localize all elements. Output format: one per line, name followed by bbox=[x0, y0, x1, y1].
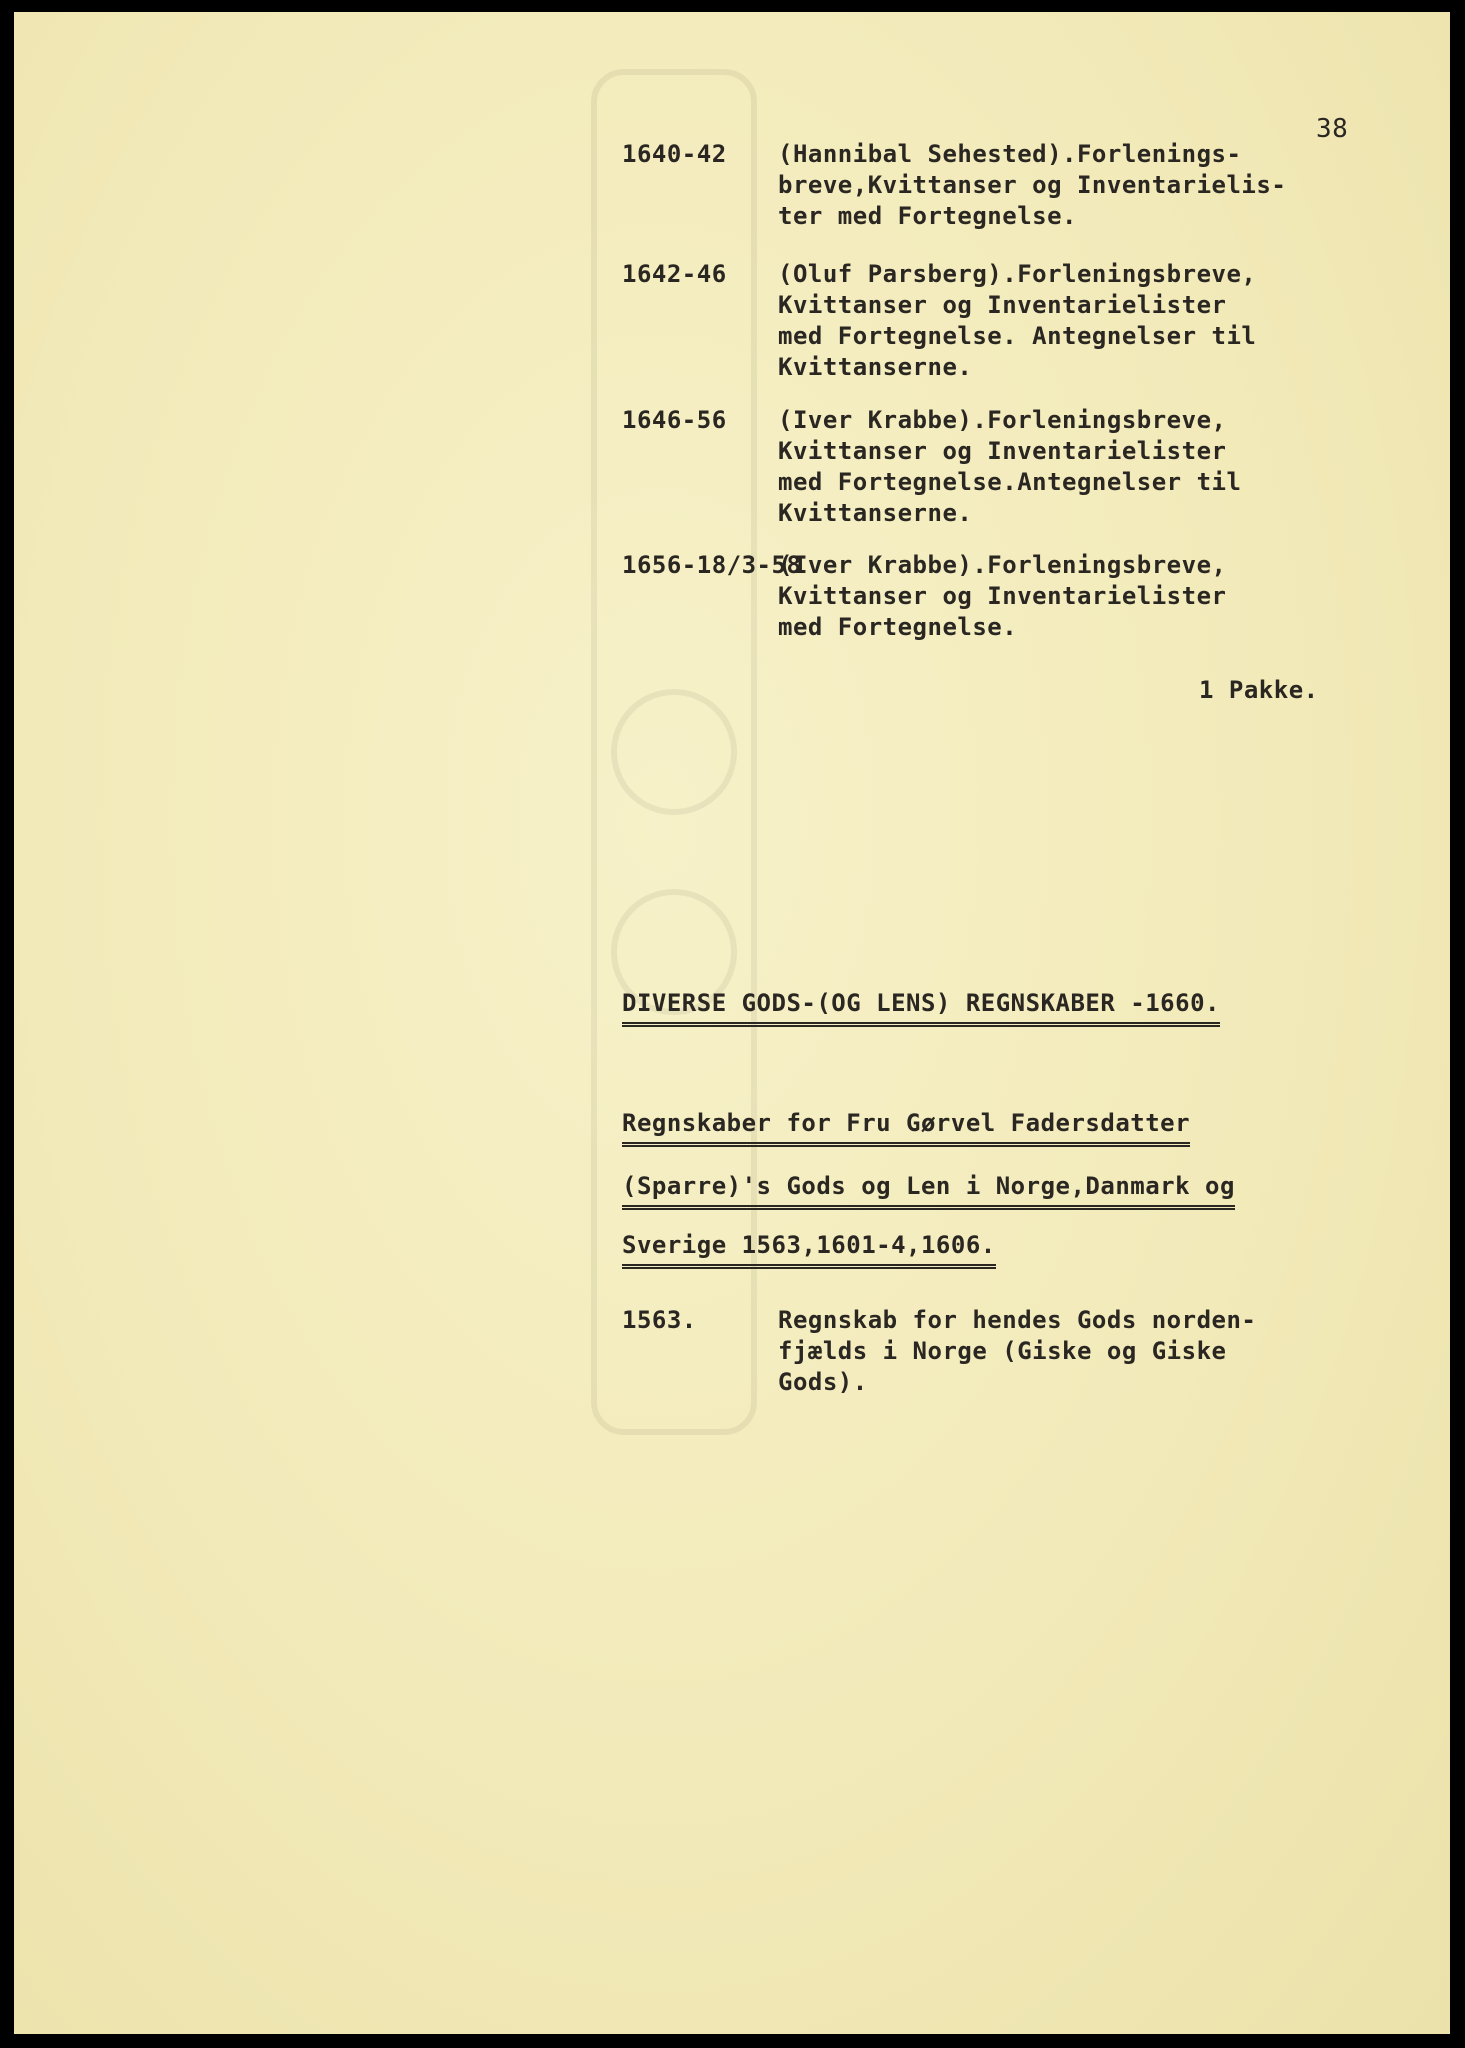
package-count: 1 Pakke. bbox=[1199, 676, 1319, 704]
entry-text: (Oluf Parsberg).Forleningsbreve, Kvittanser og Inventarielister med Fortegnelse. Antegnelser til Kvittanserne. bbox=[778, 260, 1257, 381]
entry-date: 1640-42 bbox=[622, 140, 727, 168]
section-heading: DIVERSE GODS-(OG LENS) REGNSKABER -1660. bbox=[622, 989, 1220, 1027]
entry-date: 1563. bbox=[622, 1306, 697, 1334]
entry-date: 1646-56 bbox=[622, 406, 727, 434]
subheading-line-3: Sverige 1563,1601-4,1606. bbox=[622, 1231, 996, 1269]
entry-text: Regnskab for hendes Gods norden- fjælds i Norge (Giske og Giske Gods). bbox=[778, 1306, 1257, 1396]
entry-text: (Iver Krabbe).Forleningsbreve, Kvittanser og Inventarielister med Fortegnelse. bbox=[778, 551, 1227, 641]
page-number: 38 bbox=[1316, 114, 1349, 144]
entry-date: 1642-46 bbox=[622, 260, 727, 288]
subheading-line-1: Regnskaber for Fru Gørvel Fadersdatter bbox=[622, 1109, 1190, 1147]
subheading-line-2: (Sparre)'s Gods og Len i Norge,Danmark og bbox=[622, 1172, 1235, 1210]
document-page bbox=[14, 12, 1450, 2034]
entry-text: (Hannibal Sehested).Forlenings- breve,Kvittanser og Inventarielis- ter med Fortegnelse. bbox=[778, 140, 1287, 230]
entry-text: (Iver Krabbe).Forleningsbreve, Kvittanser og Inventarielister med Fortegnelse.Antegnelser til Kvittanserne. bbox=[778, 406, 1242, 527]
entry-date: 1656-18/3-58 bbox=[622, 551, 802, 579]
